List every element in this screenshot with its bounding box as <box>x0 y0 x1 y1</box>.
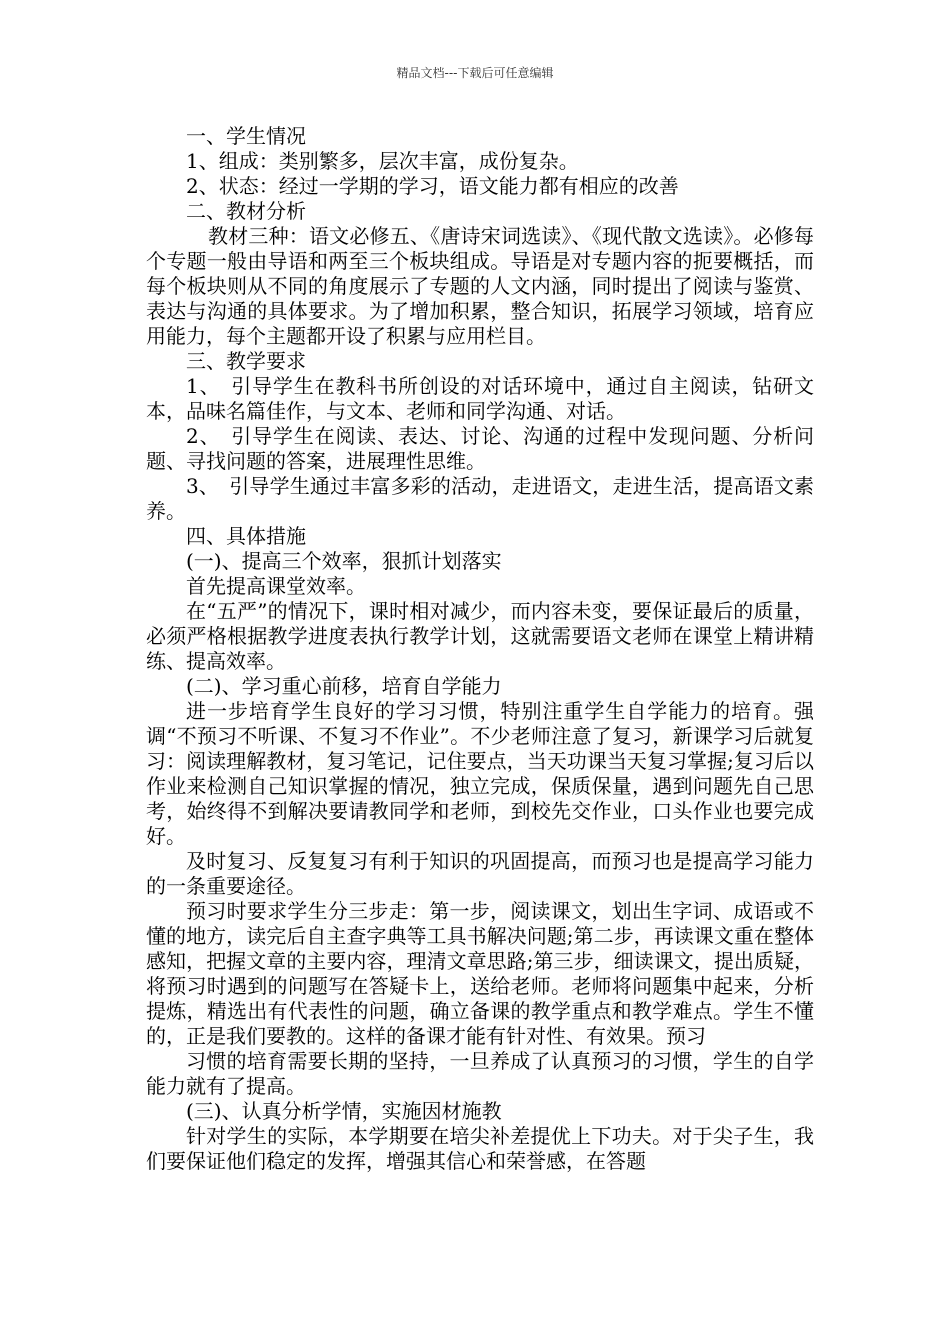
paragraph: 习惯的培育需要长期的坚持，一旦养成了认真预习的习惯，学生的自学能力就有了提高。 <box>146 1049 814 1098</box>
subsection-heading: (三)、认真分析学情，实施因材施教 <box>186 1099 502 1123</box>
paragraph: 针对学生的实际，本学期要在培尖补差提优上下功夫。对于尖子生，我们要保证他们稳定的发挥，增强其信心和荣誉感，在答题 <box>146 1124 814 1173</box>
paragraph: 教材三种：语文必修五、《唐诗宋词选读》、《现代散文选读》。必修每个专题一般由导语和两至三个板块组成。导语是对专题内容的扼要概括，而每个板块则从不同的角度展示了专题的人文内涵，同时提出了阅读与鉴赏、表达与沟通的具体要求。为了增加积累，整合知识，拓展学习领域，培育应用能力，每个主题都开设了积累与应用栏目。 <box>146 224 814 348</box>
section-heading: 四、具体措施 <box>186 524 306 548</box>
section-heading: 三、教学要求 <box>186 349 306 373</box>
paragraph: 3、 引导学生通过丰富多彩的活动，走进语文，走进生活，提高语文素养。 <box>146 474 814 523</box>
paragraph: 1、 引导学生在教科书所创设的对话环境中，通过自主阅读，钻研文本，品味名篇佳作，与文本、老师和同学沟通、对话。 <box>146 374 814 423</box>
subsection-heading: (二)、学习重心前移，培育自学能力 <box>186 674 502 698</box>
paragraph: 在“五严”的情况下，课时相对减少，而内容未变，要保证最后的质量，必须严格根据教学进度表执行教学计划，这就需要语文老师在课堂上精讲精练、提高效率。 <box>146 599 814 673</box>
section-heading: 二、教材分析 <box>186 199 306 223</box>
paragraph: 2、状态：经过一学期的学习，语文能力都有相应的改善 <box>186 174 679 198</box>
subsection-heading: (一)、提高三个效率，狠抓计划落实 <box>186 549 502 573</box>
paragraph: 2、 引导学生在阅读、表达、讨论、沟通的过程中发现问题、分析问题、寻找问题的答案，进展理性思维。 <box>146 424 814 473</box>
paragraph: 预习时要求学生分三步走：第一步，阅读课文，划出生字词、成语或不懂的地方，读完后自主查字典等工具书解决问题;第二步，再读课文重在整体感知，把握文章的主要内容，理清文章思路;第三步，细读课文，提出质疑，将预习时遇到的问题写在答疑卡上，送给老师。老师将问题集中起来，分析提炼，精选出有代表性的问题，确立备课的教学重点和教学难点。学生不懂的，正是我们要教的。这样的备课才能有针对性、有效果。预习 <box>146 899 814 1048</box>
paragraph: 首先提高课堂效率。 <box>186 574 366 598</box>
section-heading: 一、学生情况 <box>186 124 306 148</box>
page-header: 精品文档---下载后可任意编辑 <box>396 66 554 80</box>
paragraph: 进一步培育学生良好的学习习惯，特别注重学生自学能力的培育。强调“不预习不听课、不复习不作业”。不少老师注意了复习，新课学习后就复习：阅读理解教材，复习笔记，记住要点，当天功课当天复习掌握;复习后以作业来检测自己知识掌握的情况，独立完成，保质保量，遇到问题先自己思考，始终得不到解决要请教同学和老师，到校先交作业，口头作业也要完成好。 <box>146 699 814 848</box>
paragraph: 1、组成：类别繁多，层次丰富，成份复杂。 <box>186 149 579 173</box>
document-body <box>146 124 814 1174</box>
paragraph: 及时复习、反复复习有利于知识的巩固提高，而预习也是提高学习能力的一条重要途径。 <box>146 849 814 898</box>
